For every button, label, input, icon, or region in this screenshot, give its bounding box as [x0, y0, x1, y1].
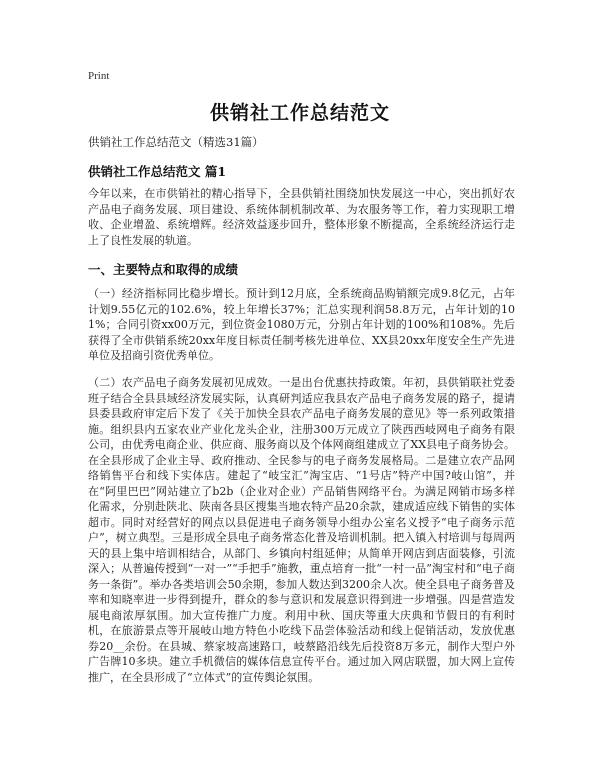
section-heading: 一、主要特点和取得的成绩 [88, 262, 239, 277]
point-two-paragraph: （二）农产品电子商务发展初见成效。一是出台优惠扶持政策。年初，县供销联社党委班子结合全县县域经济发展实际，认真研判适应我县农产品电子商务发展的路子，提请县委县政府审定后下发了《关于加快全县农产品电子商务发展的意见》等一系列政策措施。组织县内五家农业产业化龙头企业，注册300万元成立了陕西西岐网电子商务有限公司，由优秀电商企业、供应商、服务商以及个体网商组建成立了XX县电子商务协会。在全县形成了企业主导、政府推动、全民参与的电子商务发展格局。二是建立农产品网络销售平台和线下实体店。建起了“岐宝汇”淘宝店、“1号店”特产中国?岐山馆”，并在“阿里巴巴”网站建立了b2b（企业对企业）产品销售网络平台。为满足网销市场多样化需求，分别赴陕北、陕南各县区搜集当地农特产品20余款，建成适应线下销售的实体超市。同时对经营好的网点以县促进电子商务领导小组办公室名义授予“电子商务示范户”，树立典型。三是形成全县电子商务常态化普及培训机制。把入镇入村培训与每周两天的县上集中培训相结合，从部门、乡镇向村组延伸；从简单开网店到店面装修，引流深入；从普遍传授到“一对一”“手把手”施教，重点培育一批“一村一品”淘宝村和“电子商务一条街”。举办各类培训会50余期，参加人数达到3200余人次。使全县电子商务普及率和知晓率进一步得到提升，群众的参与意识和发展意识得到进一步增强。四是营造发展电商浓厚氛围。加大宣传推广力度。利用中秋、国庆等重大庆典和节假日的有利时机，在旅游景点等开展岐山地方特色小吃线下品尝体验活动和线上促销活动，发放优惠券20__余份。在县城、蔡家坡高速路口，岐蔡路沿线先后投资8万多元，制作大型户外广告牌10多块。建立手机微信的媒体信息宣传平台。通过加入网店联盟，加大网上宣传推广，在全县形成了“立体式”的宣传舆论氛围。 [88, 376, 515, 684]
document-title: 供销社工作总结范文 [209, 102, 390, 124]
point-one-paragraph: （一）经济指标同比稳步增长。预计到12月底，全系统商品购销额完成9.8亿元，占年计划9.55亿元的102.6%，较上年增长37%；汇总实现利润58.8万元，占年计划的101%；合同引资xx00万元，到位资金1080万元，分别占年计划的100%和108%。先后获得了全市供销系统20xx年度目标责任制考核先进单位、XX县20xx年度安全生产先进单位及招商引资优秀单位。 [88, 287, 515, 362]
document-subtitle: 供销社工作总结范文（精选31篇） [88, 135, 264, 149]
print-label: Print [88, 70, 110, 82]
intro-paragraph: 今年以来，在市供销社的精心指导下，全县供销社围绕加快发展这一中心，突出抓好农产品电子商务发展、项目建设、系统体制机制改革、为农服务等工作，着力实现职工增收、企业增盈、系统增辉。经济效益逐步回升，整体形象不断提高，全系统经济运行走上了良性发展的轨道。 [88, 187, 515, 247]
article-heading: 供销社工作总结范文 篇1 [88, 164, 227, 179]
